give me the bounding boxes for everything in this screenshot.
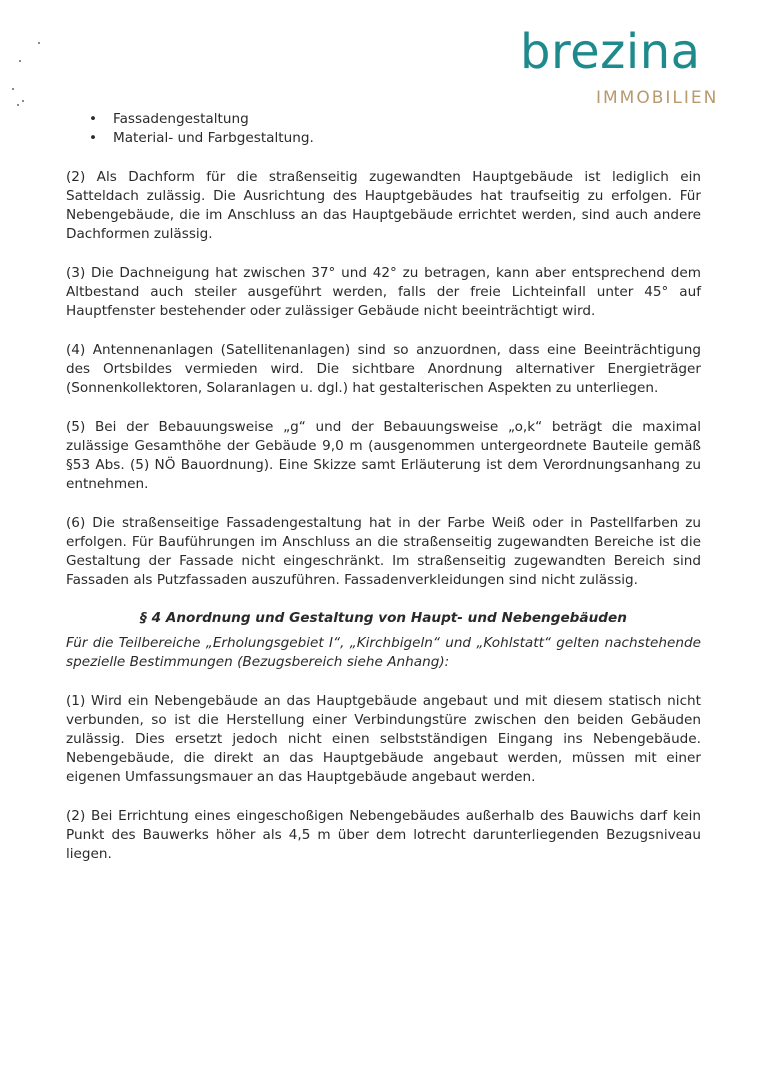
- logo-wordmark: brezina: [520, 24, 701, 80]
- bullet-list: [66, 110, 701, 148]
- paragraph-dachneigung: (3) Die Dachneigung hat zwischen 37° und 42° zu betragen, kann aber entsprechend dem Altbestand auch steiler ausgeführt werden, falls der freie Lichteinfall unter 45° auf Hauptfenster bestehender oder zulässiger Gebäude nicht beeinträchtigt wird.: [66, 265, 701, 319]
- paragraph-bebauungsweise: (5) Bei der Bebauungsweise „g“ und der Bebauungsweise „o,k“ beträgt die maximal zulässige Gesamthöhe der Gebäude 9,0 m (ausgenommen untergeordnete Bauteile gemäß §53 Abs. (5) NÖ Bauordnung). Eine Skizze samt Erläuterung ist dem Verordnungsanhang zu entnehmen.: [66, 419, 701, 492]
- paragraph-nebengebaeude-hoehe: (2) Bei Errichtung eines eingeschoßigen Nebengebäudes außerhalb des Bauwichs darf kein Punkt des Bauwerks höher als 4,5 m über dem lotrecht darunterliegenden Bezugsniveau liegen.: [66, 808, 701, 862]
- document-body: [66, 110, 701, 864]
- paragraph-nebengebaeude-anbau: (1) Wird ein Nebengebäude an das Hauptgebäude angebaut und mit diesem statisch nicht verbunden, so ist die Herstellung einer Verbindungstüre zwischen den beiden Gebäuden zulässig. Dies ersetzt jedoch nicht einen selbstständigen Eingang ins Nebengebäude. Nebengebäude, die direkt an das Hauptgebäude angebaut werden, müssen mit einer eigenen Umfassungsmauer an das Hauptgebäude angebaut werden.: [66, 693, 701, 785]
- section-intro: Für die Teilbereiche „Erholungsgebiet I“, „Kirchbigeln“ und „Kohlstatt“ gelten nachstehende spezielle Bestimmungen (Bezugsbereich siehe Anhang):: [66, 635, 701, 670]
- paragraph-fassadengestaltung: (6) Die straßenseitige Fassadengestaltung hat in der Farbe Weiß oder in Pastellfarben zu erfolgen. Für Bauführungen im Anschluss an die straßenseitig zugewandten Bereiche ist die Gestaltung der Fassade nicht eingeschränkt. Im straßenseitig zugewandten Bereich sind Fassaden als Putzfassaden auszuführen. Fassadenverkleidungen sind nicht zulässig.: [66, 515, 701, 588]
- bullet-item: • Fassadengestaltung: [113, 110, 701, 129]
- paragraph-antennenanlagen: (4) Antennenanlagen (Satellitenanlagen) sind so anzuordnen, dass eine Beeinträchtigung des Ortsbildes vermieden wird. Die sichtbare Anordnung alternativer Energieträger (Sonnenkollektoren, Solaranlagen u. dgl.) hat gestalterischen Aspekten zu unterliegen.: [66, 342, 701, 396]
- scan-specks: [0, 0, 60, 120]
- brezina-logo: [520, 22, 742, 114]
- logo-subtitle: IMMOBILIEN: [596, 88, 719, 108]
- section-heading: § 4 Anordnung und Gestaltung von Haupt- und Nebengebäuden: [140, 610, 627, 626]
- paragraph-dachform: (2) Als Dachform für die straßenseitig zugewandten Hauptgebäude ist lediglich ein Satteldach zulässig. Die Ausrichtung des Hauptgebäudes hat traufseitig zu erfolgen. Für Nebengebäude, die im Anschluss an das Hauptgebäude errichtet werden, sind auch andere Dachformen zulässig.: [66, 169, 701, 242]
- bullet-item: • Material- und Farbgestaltung.: [113, 129, 701, 148]
